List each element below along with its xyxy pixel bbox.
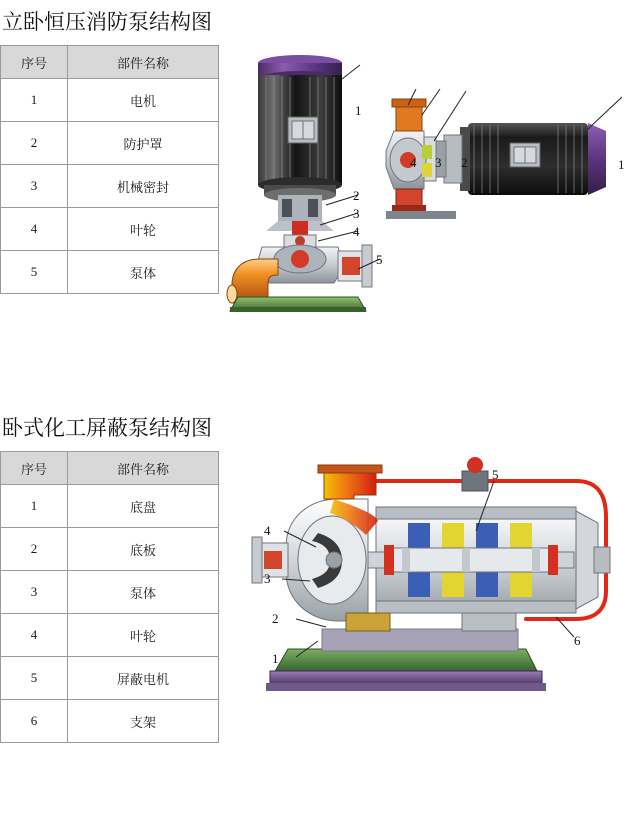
- callout-2-right: 2: [461, 155, 468, 171]
- cell-index: 4: [1, 614, 68, 657]
- column-header-index: 序号: [1, 452, 68, 485]
- callout-4-right: 4: [410, 155, 417, 171]
- cell-index: 3: [1, 165, 68, 208]
- section-2-body: [0, 451, 640, 743]
- cell-part-name: 底板: [68, 528, 219, 571]
- cell-index: 2: [1, 528, 68, 571]
- cell-part-name: 支架: [68, 700, 219, 743]
- section-2-title: 卧式化工屏蔽泵结构图: [2, 416, 212, 440]
- section-2-table-wrap: [0, 451, 216, 743]
- section-1-body: [0, 45, 640, 313]
- callout-2: 2: [272, 611, 279, 627]
- callout-4: 4: [264, 523, 271, 539]
- cell-index: 2: [1, 122, 68, 165]
- table-row: [1, 208, 219, 251]
- horizontal-pump-drawing: [386, 89, 622, 219]
- cell-part-name: 叶轮: [68, 614, 219, 657]
- cell-part-name: 叶轮: [68, 208, 219, 251]
- section-1-table-wrap: [0, 45, 216, 294]
- cell-part-name: 屏蔽电机: [68, 657, 219, 700]
- column-header-part-name: 部件名称: [68, 46, 219, 79]
- table-row: [1, 657, 219, 700]
- cell-part-name: 底盘: [68, 485, 219, 528]
- table-row: [1, 251, 219, 294]
- cell-part-name: 防护罩: [68, 122, 219, 165]
- cell-part-name: 泵体: [68, 571, 219, 614]
- cell-index: 6: [1, 700, 68, 743]
- table-row: [1, 485, 219, 528]
- cell-index: 1: [1, 485, 68, 528]
- table-header-row: [1, 452, 219, 485]
- cell-part-name: 机械密封: [68, 165, 219, 208]
- callout-3-left: 3: [353, 206, 360, 222]
- cell-part-name: 泵体: [68, 251, 219, 294]
- vertical-pump-drawing: [227, 55, 380, 312]
- table-row: [1, 165, 219, 208]
- cell-index: 4: [1, 208, 68, 251]
- column-header-index: 序号: [1, 46, 68, 79]
- table-row: [1, 79, 219, 122]
- parts-table-2: [0, 451, 219, 743]
- table-row: [1, 122, 219, 165]
- callout-4-left: 4: [353, 224, 360, 240]
- cell-part-name: 电机: [68, 79, 219, 122]
- section-horizontal-canned-motor-pump: [0, 400, 640, 800]
- table-row: [1, 614, 219, 657]
- vertical-pump-figure: [222, 45, 632, 313]
- callout-1-right: 1: [618, 157, 625, 173]
- section-1-title: 立卧恒压消防泵结构图: [2, 10, 212, 34]
- canned-motor-pump-figure: [226, 451, 626, 706]
- callout-6: 6: [574, 633, 581, 649]
- cell-index: 5: [1, 251, 68, 294]
- cell-index: 1: [1, 79, 68, 122]
- table-row: [1, 528, 219, 571]
- callout-3: 3: [264, 571, 271, 587]
- callout-3-right: 3: [435, 155, 442, 171]
- cell-index: 5: [1, 657, 68, 700]
- section-vertical-fire-pump: [0, 0, 640, 400]
- callout-5: 5: [492, 467, 499, 483]
- callout-1: 1: [272, 651, 279, 667]
- table-row: [1, 700, 219, 743]
- parts-table-1: [0, 45, 219, 294]
- table-header-row: [1, 46, 219, 79]
- callout-5-left: 5: [376, 252, 383, 268]
- callout-1-left: 1: [355, 103, 362, 119]
- callout-2-left: 2: [353, 188, 360, 204]
- column-header-part-name: 部件名称: [68, 452, 219, 485]
- cell-index: 3: [1, 571, 68, 614]
- table-row: [1, 571, 219, 614]
